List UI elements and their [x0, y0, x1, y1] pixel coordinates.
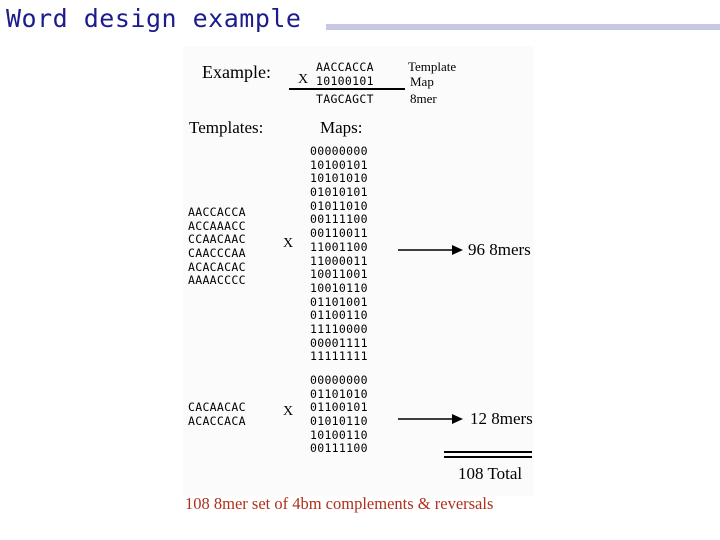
group1-operator: X — [283, 236, 294, 251]
group2-operator: X — [283, 404, 294, 419]
example-map: 10100101 — [316, 74, 374, 88]
map-item: 11000011 — [310, 253, 368, 268]
map-item: 01011010 — [310, 198, 368, 213]
example-label: Example: — [202, 62, 271, 82]
example-operator: X — [298, 72, 309, 87]
map-item: 10100101 — [310, 157, 368, 172]
legend-8mer: 8mer — [410, 91, 437, 106]
total-rule-bottom — [444, 456, 532, 458]
map-item: 00000000 — [310, 373, 368, 387]
template-item: CCAACAAC — [188, 232, 246, 247]
map-item: 10011001 — [310, 267, 368, 282]
map-item: 01010110 — [310, 414, 368, 429]
map-item: 10010110 — [310, 280, 368, 295]
figure-caption: 108 8mer set of 4bm complements & reversals — [185, 494, 494, 513]
group2-maps — [310, 374, 368, 456]
map-item: 01101001 — [310, 294, 368, 309]
map-item: 01101010 — [310, 386, 368, 401]
template-item: AACCACCA — [188, 205, 246, 219]
template-item: ACACACAC — [188, 259, 246, 274]
total-count: 108 Total — [458, 464, 523, 483]
map-item: 01100101 — [310, 400, 368, 415]
example-result: TAGCAGCT — [316, 92, 374, 106]
map-item: 00111100 — [310, 212, 368, 227]
map-item: 11001100 — [310, 239, 368, 254]
map-item: 10100110 — [310, 427, 368, 442]
total-rule-top — [444, 451, 532, 453]
example-underline — [289, 88, 405, 90]
map-item: 01100110 — [310, 308, 368, 323]
maps-header: Maps: — [320, 118, 363, 137]
group1-templates — [188, 206, 246, 288]
group2-templates — [188, 401, 246, 428]
legend-template: Template — [408, 59, 457, 74]
template-item: CACAACAC — [188, 400, 246, 414]
map-item: 00111100 — [310, 441, 368, 456]
group1-arrow-icon — [398, 243, 464, 257]
legend-map: Map — [410, 74, 434, 89]
map-item: 10101010 — [310, 171, 368, 186]
title-underline — [326, 24, 720, 30]
template-item: CAACCCAA — [188, 246, 246, 261]
group1-result: 96 8mers — [468, 240, 531, 259]
group2-result: 12 8mers — [470, 409, 533, 428]
map-item: 01010101 — [310, 185, 368, 200]
example-template: AACCACCA — [316, 60, 374, 74]
template-item: ACACCACA — [188, 413, 246, 428]
slide-title: Word design example — [6, 4, 302, 33]
template-item: ACCAAACC — [188, 218, 246, 233]
map-item: 11110000 — [310, 321, 368, 336]
group1-maps — [310, 145, 368, 364]
map-item: 11111111 — [310, 349, 368, 364]
group2-arrow-icon — [398, 412, 464, 426]
template-item: AAAACCCC — [188, 273, 246, 288]
map-item: 00110011 — [310, 226, 368, 241]
map-item: 00000000 — [310, 144, 368, 158]
templates-header: Templates: — [189, 118, 264, 137]
map-item: 00001111 — [310, 335, 368, 350]
